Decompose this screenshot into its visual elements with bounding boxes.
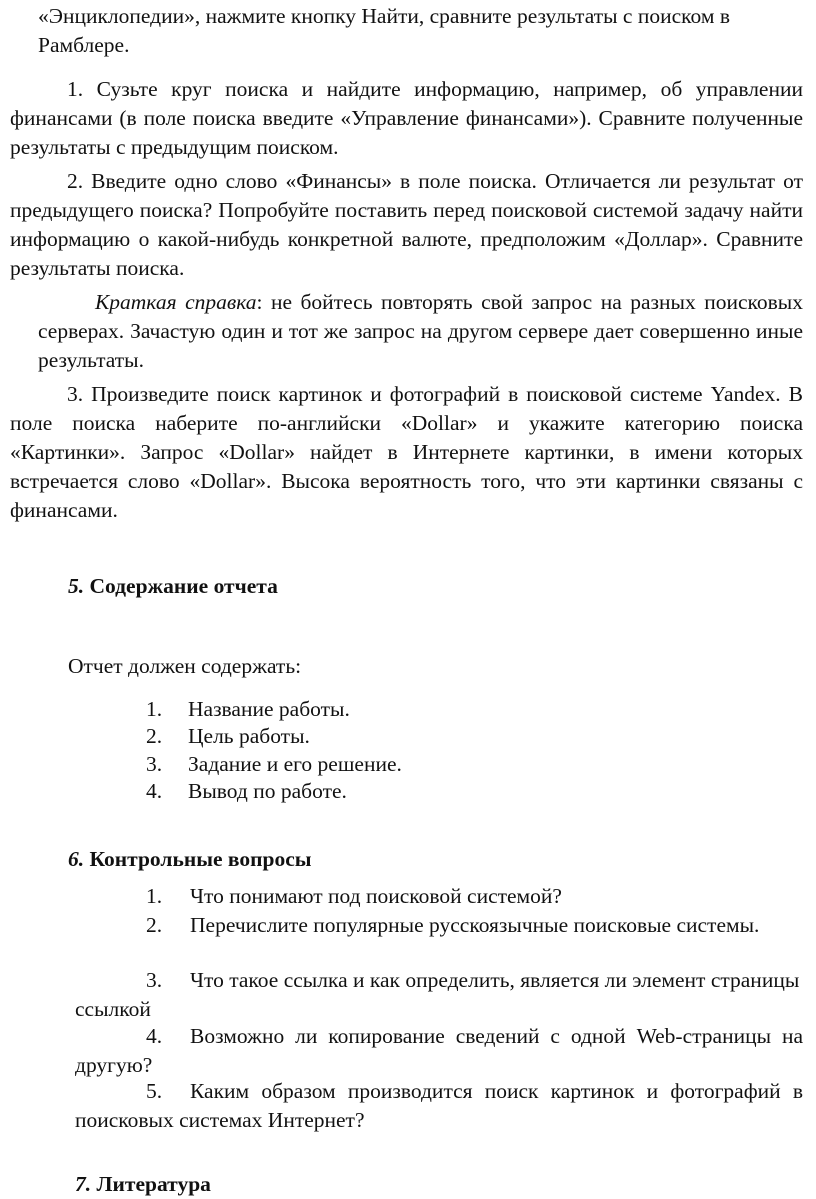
section-6-number: 6. <box>68 847 85 871</box>
question-number: 2. <box>146 913 163 937</box>
question-number: 4. <box>146 1024 163 1048</box>
section-5-title: Содержание отчета <box>89 574 278 598</box>
report-item <box>146 777 347 806</box>
question-text: Перечислите популярные русскоязычные поисковые системы. <box>190 913 760 937</box>
question-text: Что понимают под поисковой системой? <box>190 884 562 908</box>
step-3-paragraph: 3. Произведите поиск картинок и фотографий в поисковой системе Yandex. В поле поиска наберите по-английски «Dollar» и укажите категорию поиска «Картинки». Запрос «Dollar» найдет в Интернете картинки, в имени которых встречается слово «Dollar». Высока вероятность того, что эти картинки связаны с финансами. <box>10 382 803 522</box>
intro-continuation <box>38 2 803 60</box>
report-item-text: Цель работы. <box>188 724 310 748</box>
report-item-text: Название работы. <box>188 697 350 721</box>
report-item <box>146 695 350 724</box>
question-item <box>75 1022 803 1080</box>
report-item <box>146 750 402 779</box>
question-item <box>75 911 803 940</box>
step-1-paragraph: 1. Сузьте круг поиска и найдите информацию, например, об управлении финансами (в поле поиска введите «Управление финансами»). Сравните полученные результаты с предыдущим поиском. <box>10 77 803 159</box>
question-item <box>75 966 803 1024</box>
report-item-text: Вывод по работе. <box>188 779 347 803</box>
report-item-number: 1. <box>146 697 163 721</box>
note-label: Краткая справка <box>95 290 257 314</box>
question-number: 5. <box>146 1079 163 1103</box>
section-7-number: 7. <box>75 1172 92 1196</box>
intro-line-1: «Энциклопедии», нажмите кнопку Найти, сравните результаты с поиском в <box>38 4 730 28</box>
section-6-heading <box>68 845 312 874</box>
intro-line-2: Рамблере. <box>38 33 130 57</box>
step-2-paragraph: 2. Введите одно слово «Финансы» в поле поиска. Отличается ли результат от предыдущего поиска? Попробуйте поставить перед поисковой системой задачу найти информацию о какой-нибудь конкретной валюте, предположим «Доллар». Сравните результаты поиска. <box>10 169 803 280</box>
question-item <box>75 882 803 911</box>
report-item-text: Задание и его решение. <box>188 752 402 776</box>
section-5-number: 5. <box>68 574 85 598</box>
section-7-title: Литература <box>96 1172 211 1196</box>
note-text: : не бойтесь повторять свой запрос на разных поисковых серверах. Зачастую один и тот же запрос на другом сервере дает совершенно иные результаты. <box>38 290 803 372</box>
question-text: Что такое ссылка и как определить, является ли элемент страницы ссылкой <box>75 968 800 1021</box>
report-item-number: 3. <box>146 752 163 776</box>
note-paragraph <box>38 288 803 375</box>
section-6-title: Контрольные вопросы <box>89 847 312 871</box>
section-5-heading <box>68 572 278 601</box>
report-intro: Отчет должен содержать: <box>68 654 302 678</box>
section-7-heading <box>75 1170 211 1199</box>
report-item-number: 4. <box>146 779 163 803</box>
question-text: Возможно ли копирование сведений с одной Web-страницы на другую? <box>75 1024 803 1077</box>
question-item <box>75 1077 803 1135</box>
question-number: 3. <box>146 968 163 992</box>
question-text: Каким образом производится поиск картинок и фотографий в поисковых системах Интернет? <box>75 1079 803 1132</box>
report-item <box>146 722 310 751</box>
question-number: 1. <box>146 884 163 908</box>
report-item-number: 2. <box>146 724 163 748</box>
